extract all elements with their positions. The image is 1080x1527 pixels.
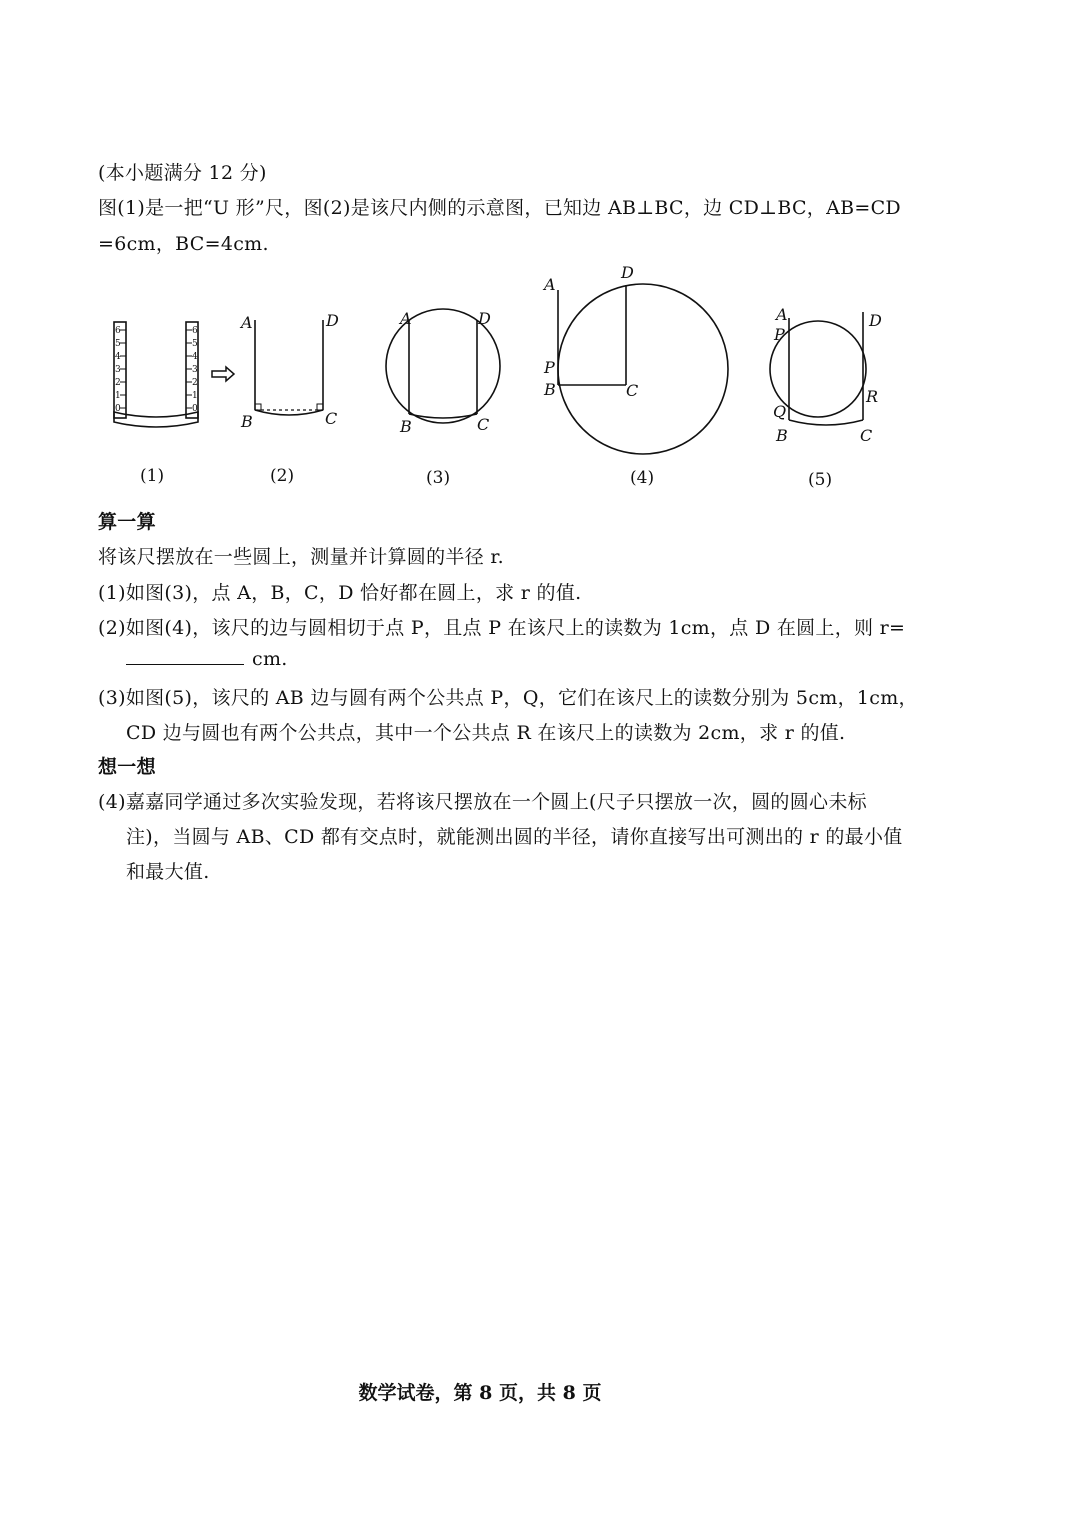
fig4-label-p: P <box>544 358 555 377</box>
fig3-label-c: C <box>477 415 490 434</box>
page-footer: 数学试卷，第 8 页，共 8 页 <box>358 1382 602 1404</box>
ruler-mark: 3 <box>192 365 198 375</box>
ruler-mark: 6 <box>192 326 198 336</box>
ruler-mark: 0 <box>192 404 198 414</box>
fig5-label-d: D <box>869 311 882 330</box>
question-header: (本小题满分 12 分) <box>98 162 267 184</box>
intro-line-2: =6cm，BC=4cm. <box>98 233 269 255</box>
fig4-label-a: A <box>544 275 556 294</box>
fig3-label-d: D <box>478 309 491 328</box>
figure-2-schematic <box>255 320 323 415</box>
section-title-calculate: 算一算 <box>98 511 156 533</box>
fig2-label-c: C <box>325 409 338 428</box>
question-1: (1)如图(3)，点 A，B，C，D 恰好都在圆上，求 r 的值. <box>98 582 582 604</box>
fig3-label-b: B <box>400 417 412 436</box>
intro-line-1: 图(1)是一把“U 形”尺，图(2)是该尺内侧的示意图，已知边 AB⊥BC，边 CD⊥BC，AB=CD <box>98 197 901 219</box>
question-2-line-2 <box>126 648 288 670</box>
fig5-label-p: P <box>774 325 785 344</box>
answer-blank[interactable] <box>126 648 244 665</box>
fig2-label-d: D <box>326 311 339 330</box>
ruler-mark: 5 <box>115 339 121 349</box>
ruler-mark: 2 <box>192 378 198 388</box>
ruler-mark: 1 <box>192 391 198 401</box>
question-4-line-2: 注)，当圆与 AB、CD 都有交点时，就能测出圆的半径，请你直接写出可测出的 r 的最小值 <box>126 826 903 848</box>
fig5-label-c: C <box>860 426 873 445</box>
fig4-label-b: B <box>544 380 556 399</box>
fig2-label-a: A <box>241 313 253 332</box>
fig2-label-b: B <box>241 412 253 431</box>
section1-intro: 将该尺摆放在一些圆上，测量并计算圆的半径 r. <box>98 546 504 568</box>
ruler-mark: 2 <box>115 378 121 388</box>
figure-4-tangent <box>558 284 728 454</box>
ruler-mark: 3 <box>115 365 121 375</box>
question-3-line-2: CD 边与圆也有两个公共点，其中一个公共点 R 在该尺上的读数为 2cm，求 r 的值. <box>126 722 846 744</box>
fig5-label-q: Q <box>773 402 787 421</box>
ruler-mark: 5 <box>192 339 198 349</box>
caption-3: (3) <box>426 468 451 488</box>
fig5-label-a: A <box>776 305 788 324</box>
caption-1: (1) <box>140 466 165 486</box>
caption-4: (4) <box>630 468 655 488</box>
ruler-mark: 0 <box>115 404 121 414</box>
ruler-mark: 4 <box>192 352 198 362</box>
ruler-mark: 4 <box>115 352 121 362</box>
fig5-label-r: R <box>866 387 879 406</box>
fig4-label-c: C <box>626 381 639 400</box>
caption-5: (5) <box>808 470 833 490</box>
unit-cm: cm. <box>252 648 288 670</box>
question-4-line-3: 和最大值. <box>126 861 210 883</box>
caption-2: (2) <box>270 466 295 486</box>
ruler-mark: 6 <box>115 326 121 336</box>
fig5-label-b: B <box>776 426 788 445</box>
ruler-mark: 1 <box>115 391 121 401</box>
fig4-label-d: D <box>621 263 634 282</box>
question-4-line-1: (4)嘉嘉同学通过多次实验发现，若将该尺摆放在一个圆上(尺子只摆放一次，圆的圆心未标 <box>98 791 867 813</box>
arrow-icon <box>212 367 234 381</box>
section-title-think: 想一想 <box>98 756 156 778</box>
figures-diagram <box>0 0 1080 500</box>
question-3-line-1: (3)如图(5)，该尺的 AB 边与圆有两个公共点 P，Q，它们在该尺上的读数分别为 5cm，1cm， <box>98 687 918 709</box>
fig3-label-a: A <box>400 309 412 328</box>
question-2-line-1: (2)如图(4)，该尺的边与圆相切于点 P，且点 P 在该尺上的读数为 1cm，点 D 在圆上，则 r= <box>98 617 906 639</box>
figure-1-u-ruler <box>114 322 198 427</box>
